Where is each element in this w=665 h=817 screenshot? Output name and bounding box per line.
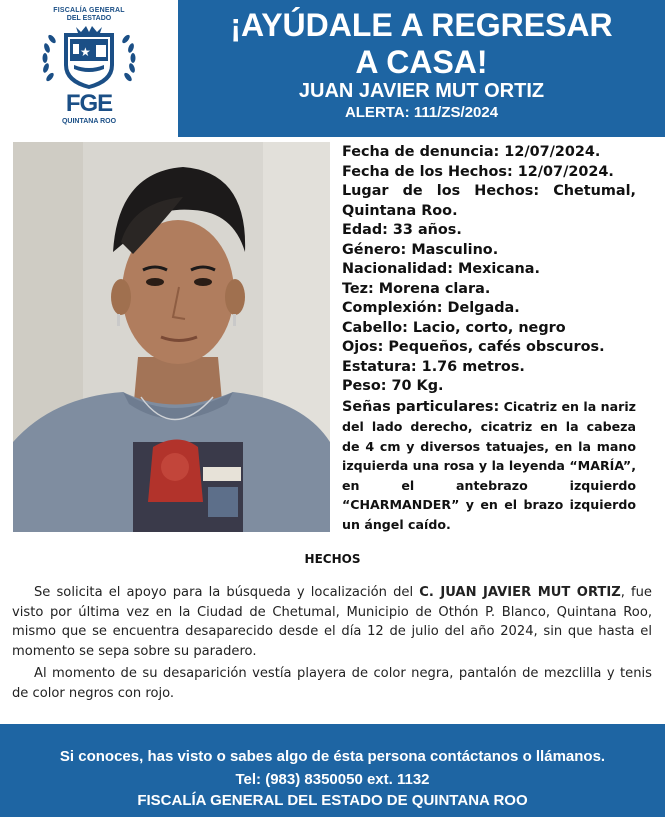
hechos-paragraph-2: Al momento de su desaparición vestía playera de color negra, pantalón de mezclilla y tenis de color negros con rojo.	[12, 666, 652, 701]
detail-ojos: Ojos: Pequeños, cafés obscuros.	[342, 339, 605, 355]
footer-phone: Tel: (983) 8350050 ext. 1132	[235, 771, 430, 788]
footer-call-to-action: Si conoces, has visto o sabes algo de ésta persona contáctanos o llámanos.	[59, 748, 606, 765]
detail-edad: Edad: 33 años.	[342, 222, 462, 238]
footer-agency: FISCALÍA GENERAL DEL ESTADO DE QUINTANA ROO	[137, 792, 528, 809]
logo-top-text-1: FISCALÍA GENERAL	[53, 7, 125, 14]
detail-fecha-hechos: Fecha de los Hechos: 12/07/2024.	[342, 163, 614, 180]
hechos-title: HECHOS	[304, 552, 361, 566]
hechos-body	[12, 583, 652, 704]
detail-cabello: Cabello: Lacio, corto, negro	[342, 319, 566, 336]
detail-complexion: Complexión: Delgada.	[342, 300, 520, 316]
footer-contact-banner	[0, 724, 665, 817]
hechos-p1-name: C. JUAN JAVIER MUT ORTIZ	[419, 585, 621, 600]
headline-line-1: ¡AYÚDALE A REGRESAR	[230, 7, 613, 43]
person-photo-illustration	[13, 142, 330, 532]
person-photo	[13, 142, 330, 532]
person-details	[342, 143, 636, 535]
detail-senas-particulares	[342, 397, 636, 535]
fge-logo	[0, 0, 178, 137]
detail-fecha-denuncia: Fecha de denuncia: 12/07/2024.	[342, 144, 601, 160]
state-shield-icon	[36, 25, 142, 91]
detail-tez: Tez: Morena clara.	[342, 280, 491, 297]
detail-peso: Peso: 70 Kg.	[342, 378, 444, 394]
detail-estatura: Estatura: 1.76 metros.	[342, 358, 525, 375]
detail-lugar: Lugar de los Hechos: Chetumal, Quintana Roo.	[342, 183, 636, 219]
missing-person-name: JUAN JAVIER MUT ORTIZ	[298, 80, 545, 102]
svg-text:★: ★	[80, 45, 91, 59]
detail-genero: Género: Masculino.	[342, 241, 499, 258]
headline-line-2: A CASA!	[355, 44, 488, 80]
logo-bottom-text: QUINTANA ROO	[61, 118, 117, 125]
senas-label: Señas particulares:	[342, 398, 500, 415]
logo-top-text-2: DEL ESTADO	[66, 15, 112, 22]
hechos-paragraph-1	[12, 583, 652, 661]
alert-number: ALERTA: 111/ZS/2024	[344, 104, 499, 121]
hechos-p1-post: , fue visto por última vez en la Ciudad de Chetumal, Municipio de Othón P. Blanco, Quintana Roo, mismo que se encuentra desaparecido desde el día 12 de julio del año 2024, sin que hasta el momento se sepa sobre su paradero.	[12, 585, 652, 659]
header-banner	[178, 0, 665, 137]
detail-nacionalidad: Nacionalidad: Mexicana.	[342, 261, 540, 277]
senas-text: Cicatriz en la nariz del lado derecho, cicatriz en la cabeza de 4 cm y diversos tatuajes, en la mano izquierda una rosa y la leyenda “MARÍA”, en el antebrazo izquierdo “CHARMANDER” y en el brazo izquierdo un ángel caído.	[342, 398, 636, 533]
hechos-p1-pre: Se solicita el apoyo para la búsqueda y localización del	[34, 585, 420, 600]
logo-acronym: FGE	[65, 90, 113, 117]
